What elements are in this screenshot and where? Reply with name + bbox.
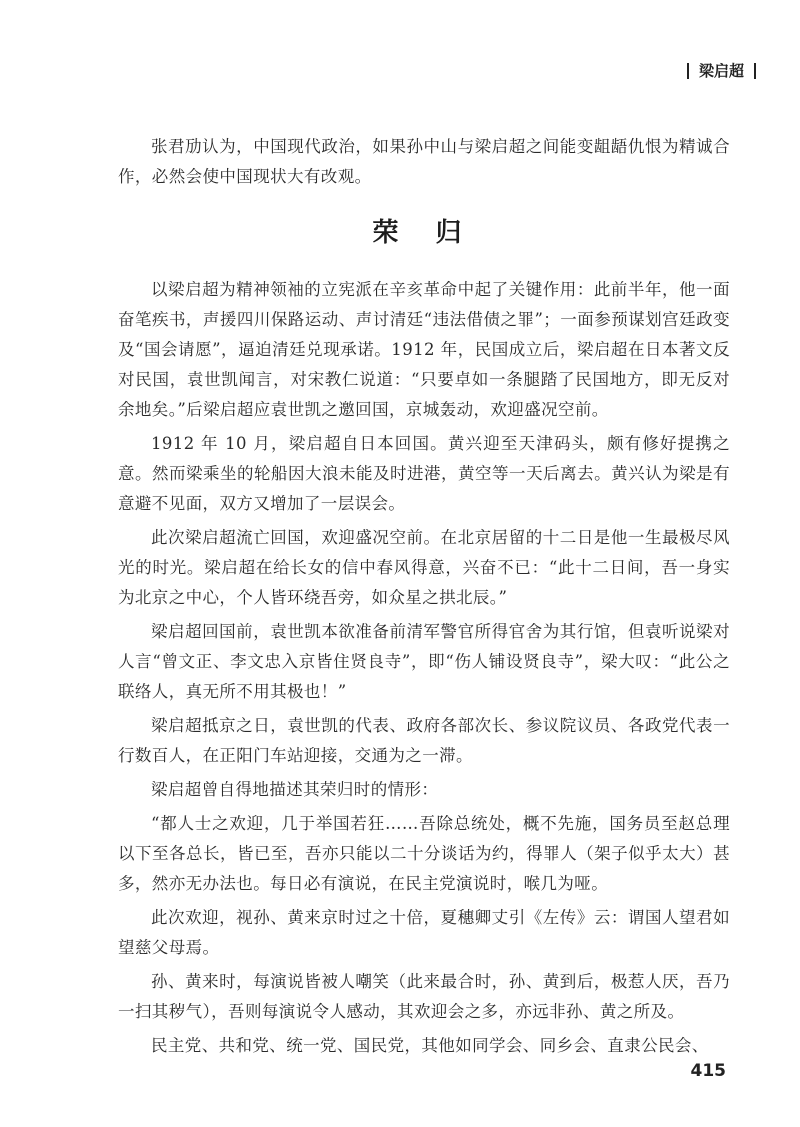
running-title: 梁启超 [698,62,744,80]
section-title: 荣 归 [372,218,476,248]
section-paragraphs [118,275,730,1061]
paragraph: 1912 年 10 月，梁启超自日本回国。黄兴迎至天津码头，颇有修好提携之意。然而梁乘坐的轮船因大浪未能及时进港，黄空等一天后离去。黄兴认为梁是有意避不见面，双方又增加了一层误会。 [118,434,730,513]
page-body [118,132,730,1065]
quote-paragraph: 孙、黄来时，每演说皆被人嘲笑（此来最合时，孙、黄到后，极惹人厌，吾乃一扫其秽气），吾则每演说令人感动，其欢迎会之多，亦远非孙、黄之所及。 [118,972,730,1021]
running-header [687,60,756,81]
quote-paragraph: 民主党、共和党、统一党、国民党，其他如同学会、同乡会、直隶公民会、 [151,1036,709,1055]
paragraph: 梁启超回国前，袁世凯本欲准备前清军警官所得官舍为其行馆，但袁听说梁对人言“曾文正、李文忠入京皆住贤良寺”，即“伤人铺设贤良寺”，梁大叹：“此公之联络人，真无所不用其极也！” [118,622,730,701]
header-divider-right [754,63,756,79]
paragraph: 此次梁启超流亡回国，欢迎盛况空前。在北京居留的十二日是他一生最极尽风光的时光。梁启超在给长女的信中春风得意，兴奋不已：“此十二日间，吾一身实为北京之中心，个人皆环绕吾旁，如众星之拱北辰。” [118,528,730,607]
quote-paragraph: “都人士之欢迎，几于举国若狂……吾除总统处，概不先施，国务员至赵总理以下至各总长，皆已至，吾亦只能以二十分谈话为约，得罪人（架子似乎太大）甚多，然亦无办法也。每日必有演说，在民主党演说时，喉几为哑。 [118,814,730,893]
paragraph: 梁启超抵京之日，袁世凯的代表、政府各部次长、参议院议员、各政党代表一行数百人，在正阳门车站迎接，交通为之一滞。 [118,716,730,765]
intro-paragraph: 张君劢认为，中国现代政治，如果孙中山与梁启超之间能变龃龉仇恨为精诚合作，必然会使中国现状大有改观。 [118,137,730,186]
paragraph: 以梁启超为精神领袖的立宪派在辛亥革命中起了关键作用：此前半年，他一面奋笔疾书，声援四川保路运动、声讨清廷“违法借债之罪”；一面参预谋划宫廷政变及“国会请愿”，逼迫清廷兑现承诺。1912 年，民国成立后，梁启超在日本著文反对民国，袁世凯闻言，对宋教仁说道：“只要卓如一条腿踏了民国地方，即无反对余地矣。”后梁启超应袁世凯之邀回国，京城轰动，欢迎盛况空前。 [118,280,730,419]
paragraph: 梁启超曾自得地描述其荣归时的情形： [151,780,439,799]
page-number: 415 [690,1061,726,1081]
header-divider-left [687,63,689,79]
quote-paragraph: 此次欢迎，视孙、黄来京时过之十倍，夏穗卿丈引《左传》云：谓国人望君如望慈父母焉。 [118,908,730,957]
